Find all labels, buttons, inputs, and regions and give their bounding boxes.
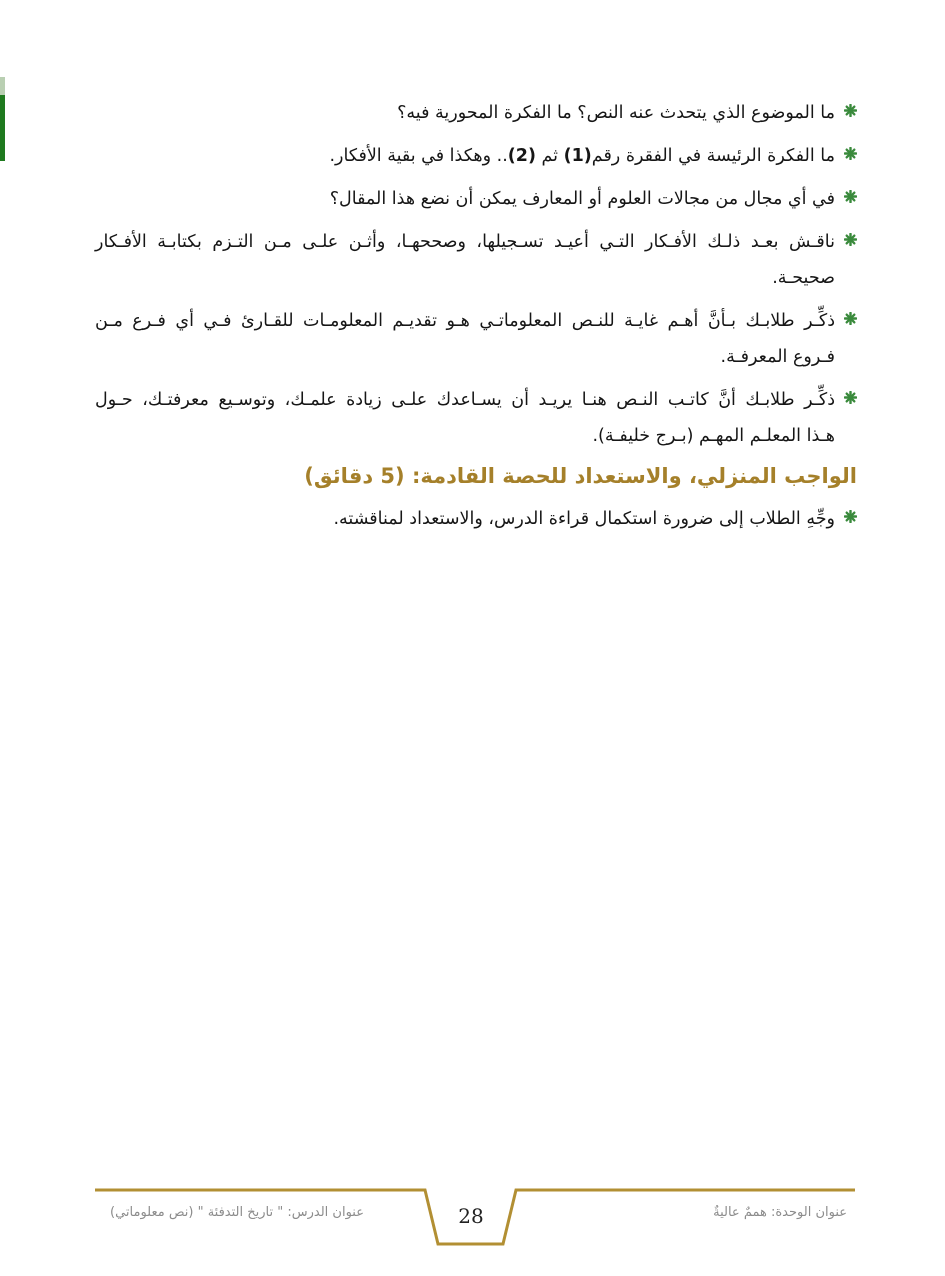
lesson-guide-content [95,95,857,544]
paragraph-number: (2) [507,146,536,166]
bullet-line: ناقـش بعـد ذلـك الأفـكار التـي أعيـد تسـجيلها، وصححهـا، وأثـن علـى مـن التـزم بكتابـة الأفـكار [95,232,835,252]
bullet-line: ما الموضوع الذي يتحدث عنه النص؟ ما الفكرة المحورية فيه؟ [397,103,835,123]
list-item [95,382,857,454]
bullet-text [95,181,835,217]
bullet-line: صحيحـة. [772,268,835,288]
bullet-text [95,138,835,174]
bullet-line: هـذا المعلـم المهـم (بـرج خليفـة). [592,426,835,446]
bullet-text [95,382,835,454]
footer-lesson-title: عنوان الدرس: " تاريخ التدفئة " (نص معلوماتي) [110,1205,364,1220]
asterisk-bullet-icon [844,510,857,523]
list-item [95,224,857,296]
edge-strip-dark-segment [0,95,5,161]
asterisk-bullet-icon [844,104,857,117]
bullet-line-segment: ما الفكرة الرئيسة في الفقرة رقم [591,146,835,166]
list-item [95,303,857,375]
bullet-line: ذكِّـر طلابـك بـأنَّ أهـم غايـة للنـص المعلوماتـي هـو تقديـم المعلومـات للقـارئ فـي أي فـرع مـن [95,311,835,331]
list-item [95,501,857,537]
asterisk-bullet-icon [844,233,857,246]
bullet-line [95,138,835,174]
list-item [95,181,857,217]
asterisk-bullet-icon [844,147,857,160]
list-item [95,95,857,131]
homework-section-heading: الواجب المنزلي، والاستعداد للحصة القادمة: (5 دقائق) [304,464,857,488]
bullet-text [95,95,835,131]
bullet-line: فـروع المعرفـة. [720,347,835,367]
bullet-line-segment: .. وهكذا في بقية الأفكار. [329,146,508,166]
bullet-text [95,224,835,296]
edge-bookmark-strip [0,77,5,161]
asterisk-bullet-icon [844,391,857,404]
asterisk-bullet-icon [844,190,857,203]
bullet-text [95,501,835,537]
asterisk-bullet-icon [844,312,857,325]
bullet-line: وجِّهِ الطلاب إلى ضرورة استكمال قراءة الدرس، والاستعداد لمناقشته. [333,509,835,529]
list-item [95,138,857,174]
bullet-line: ذكِّـر طلابـك أنَّ كاتـب النـص هنـا يريـد أن يسـاعدك علـى زيادة علمـك، وتوسـيع معرفتـك، حـول [95,390,835,410]
footer-unit-title: عنوان الوحدة: هممٌ عاليةٌ [713,1205,847,1220]
bullet-line-segment: ثم [535,146,564,166]
bullet-text [95,303,835,375]
paragraph-number: (1) [563,146,592,166]
page-number: 28 [458,1204,484,1228]
edge-strip-light-segment [0,77,5,95]
bullet-line: في أي مجال من مجالات العلوم أو المعارف يمكن أن نضع هذا المقال؟ [329,189,835,209]
